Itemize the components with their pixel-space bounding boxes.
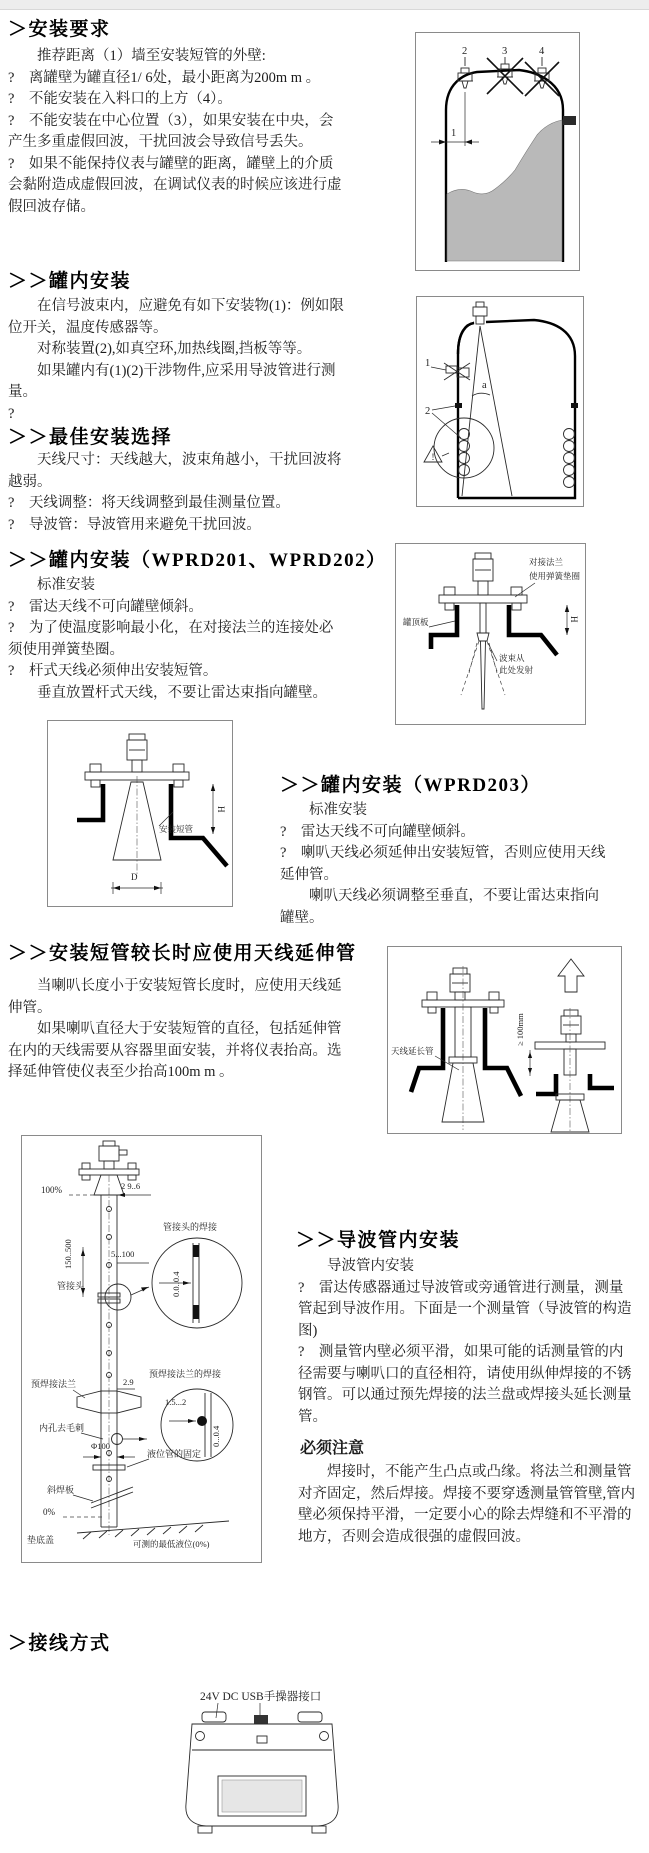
heading-wprd201-202: ＞＞罐内安装（WPRD201、WPRD202） xyxy=(8,550,387,571)
bullet-paragraph: ? 雷达天线不可向罐壁倾斜。 xyxy=(8,598,203,615)
heading-stilling-well: ＞＞导波管内安装 xyxy=(296,1230,461,1251)
note-heading: 必须注意 xyxy=(300,1440,365,1457)
heading-best-install-choice: ＞＞最佳安装选择 xyxy=(8,427,173,448)
bullet-paragraph: ? 导波管：导波管用来避免干扰回波。 xyxy=(8,516,261,533)
deburr-label: 内孔去毛刺 xyxy=(39,1423,85,1433)
paragraph: 标准安装 xyxy=(37,577,95,593)
bullet-paragraph: ? 雷达传感器通过导波管或旁通管进行测量，测量管起到导波作用。下面是一个测量管（导波管的构造图) xyxy=(298,1279,632,1339)
usb-port xyxy=(254,1715,268,1724)
heading-install-requirements: ＞安装要求 xyxy=(8,19,111,40)
wall-tick-left xyxy=(455,403,462,408)
mounting-nozzle-label: 安装短管 xyxy=(159,824,194,834)
bullet-paragraph: ? 为了使温度影响最小化，在对接法兰的连接处必须使用弹簧垫圈。 xyxy=(8,620,334,658)
paragraph: 对称装置(2),如真空环,加热线圈,挡板等等。 xyxy=(37,341,312,357)
weld-pen-label: 0...0.4 xyxy=(211,1425,221,1447)
position-2-label: 2 xyxy=(462,46,468,57)
bottom-cover-label: 垫底盖 xyxy=(27,1535,55,1545)
svg-text:!: ! xyxy=(431,452,435,462)
position-4-label: 4 xyxy=(539,46,545,57)
paragraph: 推荐距离（1）墙至安装短管的外壁: xyxy=(37,48,266,64)
cable-gland-right xyxy=(298,1712,322,1722)
heading-antenna-extension: ＞＞安装短管较长时应使用天线延伸管 xyxy=(8,943,357,964)
antenna-extension-text xyxy=(8,976,344,1084)
min-100mm-label: ≥ 100mm xyxy=(515,1013,525,1046)
wall-thickness-label: 2 9..6 xyxy=(121,1181,141,1191)
stilling-well-text xyxy=(298,1256,636,1428)
tank-roof-label: 罐顶板 xyxy=(403,617,429,627)
flange-dim-label: 2.9 xyxy=(123,1377,134,1387)
heading-in-tank-install: ＞＞罐内安装 xyxy=(8,271,132,292)
diagram-antenna-extension xyxy=(387,946,622,1134)
mating-flange-label: 对接法兰 xyxy=(529,557,564,567)
preweld-flange-label: 预焊接法兰 xyxy=(31,1379,77,1389)
foot-right xyxy=(312,1826,326,1833)
dimension-1-label: 1 xyxy=(451,128,457,139)
wprd201-202-text xyxy=(8,575,344,704)
paragraph: ? xyxy=(8,405,15,422)
paragraph: 当喇叭长度小于安装短管长度时，应使用天线延伸管。 xyxy=(8,978,342,1016)
install-requirements-text xyxy=(8,46,344,218)
bullet-paragraph: ? 不能安装在中心位置（3），如果安装在中央，会产生多重虚假回波，干扰回波会导致信号丢失。 xyxy=(8,112,334,150)
paragraph: 喇叭天线必须调整至垂直，不要让雷达束指向罐壁。 xyxy=(280,888,599,926)
pipe-joint-label: 管接头 xyxy=(57,1281,85,1291)
bullet-paragraph: ? 如果不能保持仪表与罐壁的距离，罐壁上的介质会黏附造成虚假回波，在调试仪表的时候应该进行虚假回波存储。 xyxy=(8,155,342,215)
weld-gap-label: 0.0..0.4 xyxy=(171,1271,181,1297)
diagram-tank-mount-positions xyxy=(415,32,580,271)
foot-left xyxy=(198,1826,212,1833)
position-3-label: 3 xyxy=(502,46,508,57)
paragraph: 在信号波束内，应避免有如下安装物(1)：例如限位开关，温度传感器等。 xyxy=(8,298,344,336)
extension-tube-label: 天线延长管 xyxy=(391,1046,434,1056)
wall-tick-right xyxy=(571,403,578,408)
paragraph: 标准安装 xyxy=(309,802,367,818)
diameter-label: Φ100 xyxy=(91,1441,110,1451)
diagram-rod-antenna xyxy=(395,543,586,725)
beam-origin-label-1: 波束从 xyxy=(499,653,525,663)
bullet-paragraph: ? 离罐壁为罐直径1/ 6处，最小距离为200m m 。 xyxy=(8,69,321,86)
cable-gland-left xyxy=(202,1712,226,1722)
inlet-pipe xyxy=(563,116,576,125)
page-top-edge xyxy=(0,0,649,10)
diagram-horn-antenna xyxy=(47,720,233,907)
beam-origin-label-2: 此处发射 xyxy=(499,665,534,675)
slant-plate-label: 斜焊板 xyxy=(47,1485,75,1495)
paragraph: 垂直放置杆式天线，不要让雷达束指向罐壁。 xyxy=(37,684,327,701)
spring-washer-label: 使用弹簧垫圈 xyxy=(529,571,581,581)
bullet-paragraph: ? 不能安装在入料口的上方（4）。 xyxy=(8,91,232,107)
bullet-paragraph: ? 雷达天线不可向罐壁倾斜。 xyxy=(280,823,475,840)
min-level-label: 可测的最低液位(0%) xyxy=(133,1539,210,1549)
pipe-fixing-label: 液位管的固定 xyxy=(147,1449,202,1459)
bullet-paragraph: ? 天线调整：将天线调整到最佳测量位置。 xyxy=(8,495,290,511)
display-screen xyxy=(222,1780,302,1812)
note-text xyxy=(298,1462,636,1548)
paragraph: 焊接时，不能产生凸点或凸缘。将法兰和测量管对齐固定，然后焊接。焊接不要穿透测量管管壁,管内壁必须保持平滑，一定要小心的除去焊缝和不平滑的地方，否则会造成很强的虚假回波。 xyxy=(298,1464,636,1545)
bullet-paragraph: ? 杆式天线必须伸出安装短管。 xyxy=(8,663,218,679)
level-0-label: 0% xyxy=(43,1507,55,1517)
bullet-paragraph: ? 喇叭天线必须延伸出安装短管，否则应使用天线延伸管。 xyxy=(280,845,606,883)
heading-wprd203: ＞＞罐内安装（WPRD203） xyxy=(280,775,542,796)
joint-weld-label: 管接头的焊接 xyxy=(163,1222,218,1232)
wprd203-text xyxy=(280,800,612,929)
diagram-wiring-device xyxy=(160,1686,370,1851)
paragraph: 天线尺寸：天线越大，波束角越小，干扰回波将越弱。 xyxy=(8,452,342,490)
preweld-flange-weld-label: 预焊接法兰的焊接 xyxy=(149,1369,222,1379)
level-100-label: 100% xyxy=(41,1185,62,1195)
dimension-h-label: H xyxy=(569,616,579,623)
spacing-150-500-label: 150..500 xyxy=(63,1239,73,1269)
dimension-h-label: H xyxy=(216,806,226,813)
dimension-d-label: D xyxy=(131,872,138,882)
label-1: 1 xyxy=(425,358,431,369)
best-install-choice-text xyxy=(8,450,344,536)
screw-top-left xyxy=(196,1732,205,1741)
diagram-tube-construction xyxy=(21,1135,262,1563)
spacing-5-100-label: 5...100 xyxy=(111,1249,135,1259)
weld-size-label: 1.5...2 xyxy=(165,1397,187,1407)
diagram-tank-beam xyxy=(416,296,584,507)
label-2: 2 xyxy=(425,406,431,417)
in-tank-install-text xyxy=(8,296,344,425)
heading-wiring: ＞接线方式 xyxy=(8,1633,111,1654)
housing-connector xyxy=(257,1736,267,1743)
bullet-paragraph: ? 测量管内壁必须平滑，如果可能的话测量管的内径需要与喇叭口的直径相符，请使用纵伸焊接的不锈钢管。可以通过预先焊接的法兰盘或焊接头延长测量管。 xyxy=(298,1344,632,1425)
paragraph: 如果喇叭直径大于安装短管的直径，包括延伸管在内的天线需要从容器里面安装，并将仪表抬高。选择延伸管使仪表至少抬高100m m 。 xyxy=(8,1021,342,1080)
wiring-ports-label: 24V DC USB手操器接口 xyxy=(200,1691,322,1703)
paragraph: 如果罐内有(1)(2)干涉物件,应采用导波管进行测量。 xyxy=(8,362,336,400)
sub-heading: 导波管内安装 xyxy=(327,1258,414,1274)
screw-top-right xyxy=(320,1732,329,1741)
beam-angle-label: a xyxy=(482,380,487,391)
